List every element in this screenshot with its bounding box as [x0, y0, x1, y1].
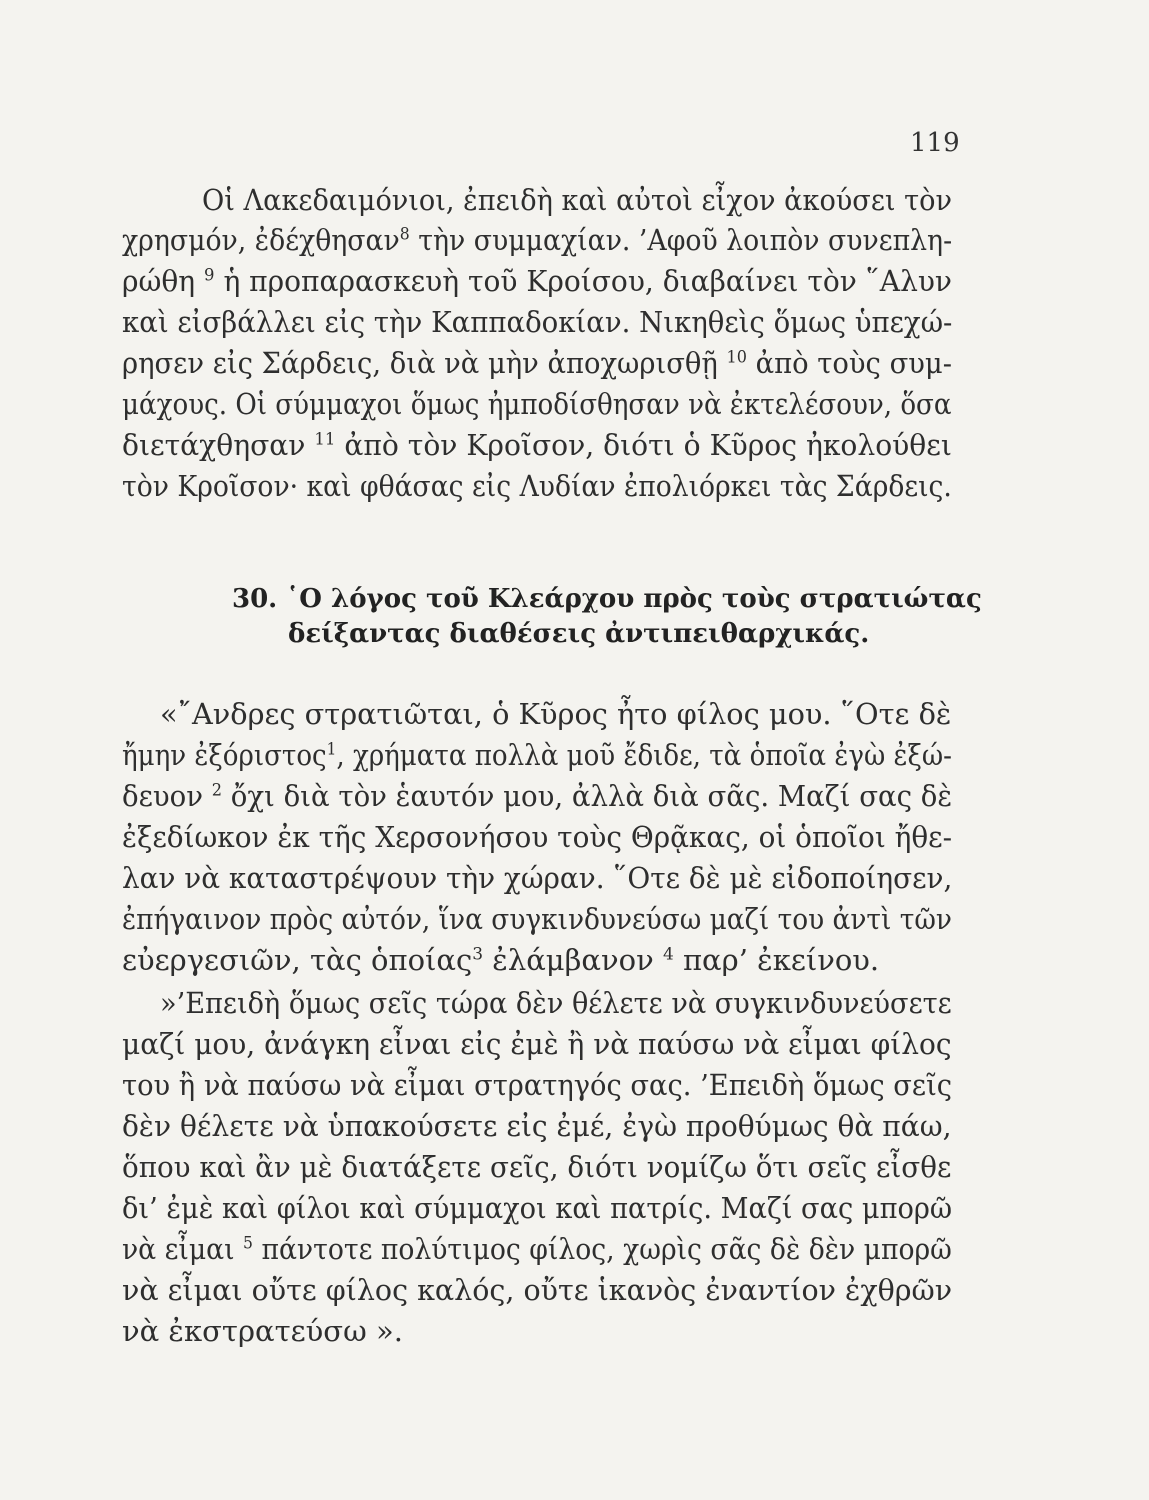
- text-line: νὰ εἶμαι οὔτε φίλος καλός, οὔτε ἱκανὸς ἐναντίον ἐχθρῶν: [122, 1273, 953, 1307]
- section-heading-line-1: 30. ῾Ο λόγος τοῦ Κλεάρχου πρὸς τοὺς στρατιώτας: [232, 584, 982, 614]
- text-line: χρησμόν, ἐδέχθησαν$^8$ τὴν συμμαχίαν. ’Αφοῦ λοιπὸν συνεπλη-: [122, 223, 953, 257]
- text-line: καὶ εἰσβάλλει εἰς τὴν Καππαδοκίαν. Νικηθεὶς ὅμως ὑπεχώ-: [122, 305, 953, 339]
- text-line: ρησεν εἰς Σάρδεις, διὰ νὰ μὴν ἀποχωρισθῇ $^{10}$ ἀπὸ τοὺς συμ-: [122, 346, 952, 380]
- footnote-ref: 10: [726, 347, 747, 368]
- text-line: »’Επειδὴ ὅμως σεῖς τώρα δὲν θέλετε νὰ συγκινδυνεύσετε: [160, 986, 952, 1020]
- text-line: ἐξεδίωκον ἐκ τῆς Χερσονήσου τοὺς Θρᾷκας, οἱ ὁποῖοι ἤθε-: [122, 820, 953, 854]
- text-line: τὸν Κροῖσον· καὶ φθάσας εἰς Λυδίαν ἐπολιόρκει τὰς Σάρδεις.: [122, 469, 952, 503]
- text-line: εὐεργεσιῶν, τὰς ὁποίας$^3$ ἐλάμβανον $^4$ παρ’ ἐκείνου.: [122, 943, 880, 977]
- footnote-ref: 3: [472, 944, 484, 965]
- page-number: 119: [910, 128, 960, 158]
- footnote-ref: 5: [243, 1233, 253, 1254]
- text-line: δευον $^2$ ὄχι διὰ τὸν ἑαυτόν μου, ἀλλὰ διὰ σᾶς. Μαζί σας δὲ: [122, 779, 953, 813]
- text-line: ὅπου καὶ ἂν μὲ διατάξετε σεῖς, διότι νομίζω ὅτι σεῖς εἶσθε: [122, 1150, 952, 1184]
- footnote-ref: 11: [314, 429, 336, 450]
- text-line: νὰ εἶμαι $^5$ πάντοτε πολύτιμος φίλος, χωρὶς σᾶς δὲ δὲν μπορῶ: [122, 1232, 952, 1266]
- footnote-ref: 1: [326, 739, 337, 760]
- text-line: νὰ ἐκστρατεύσω ».: [122, 1314, 403, 1348]
- section-heading-line-2: δείξαντας διαθέσεις ἀντιπειθαρχικάς.: [288, 619, 870, 649]
- text-line: «῎Ανδρες στρατιῶται, ὁ Κῦρος ἦτο φίλος μου. ῞Οτε δὲ: [160, 697, 952, 731]
- text-line: δὲν θέλετε νὰ ὑπακούσετε εἰς ἐμέ, ἐγὼ προθύμως θὰ πάω,: [122, 1109, 952, 1143]
- text-line: διετάχθησαν $^{11}$ ἀπὸ τὸν Κροῖσον, διότι ὁ Κῦρος ἠκολούθει: [122, 428, 952, 462]
- text-line: ρώθη $^9$ ἡ προπαρασκευὴ τοῦ Κροίσου, διαβαίνει τὸν ῞Αλυν: [122, 264, 952, 298]
- text-line: Οἱ Λακεδαιμόνιοι, ἐπειδὴ καὶ αὐτοὶ εἶχον ἀκούσει τὸν: [202, 183, 953, 217]
- text-line: λαν νὰ καταστρέψουν τὴν χώραν. ῞Οτε δὲ μὲ εἰδοποίησεν,: [122, 861, 953, 895]
- text-line: μάχους. Οἱ σύμμαχοι ὅμως ἠμποδίσθησαν νὰ ἐκτελέσουν, ὅσα: [122, 387, 952, 421]
- text-line: δι’ ἐμὲ καὶ φίλοι καὶ σύμμαχοι καὶ πατρίς. Μαζί σας μπορῶ: [122, 1191, 953, 1225]
- text-line: ἐπήγαινον πρὸς αὐτόν, ἵνα συγκινδυνεύσω μαζί του ἀντὶ τῶν: [122, 902, 952, 936]
- footnote-ref: 2: [211, 780, 222, 801]
- text-line: μαζί μου, ἀνάγκη εἶναι εἰς ἐμὲ ἢ νὰ παύσω νὰ εἶμαι φίλος: [122, 1027, 952, 1061]
- footnote-ref: 8: [399, 224, 410, 245]
- text-line: του ἢ νὰ παύσω νὰ εἶμαι στρατηγός σας. ’Επειδὴ ὅμως σεῖς: [122, 1068, 953, 1102]
- footnote-ref: 9: [204, 265, 215, 286]
- text-line: ἤμην ἐξόριστος$^1$, χρήματα πολλὰ μοῦ ἔδιδε, τὰ ὁποῖα ἐγὼ ἐξώ-: [122, 738, 953, 772]
- footnote-ref: 4: [662, 944, 674, 965]
